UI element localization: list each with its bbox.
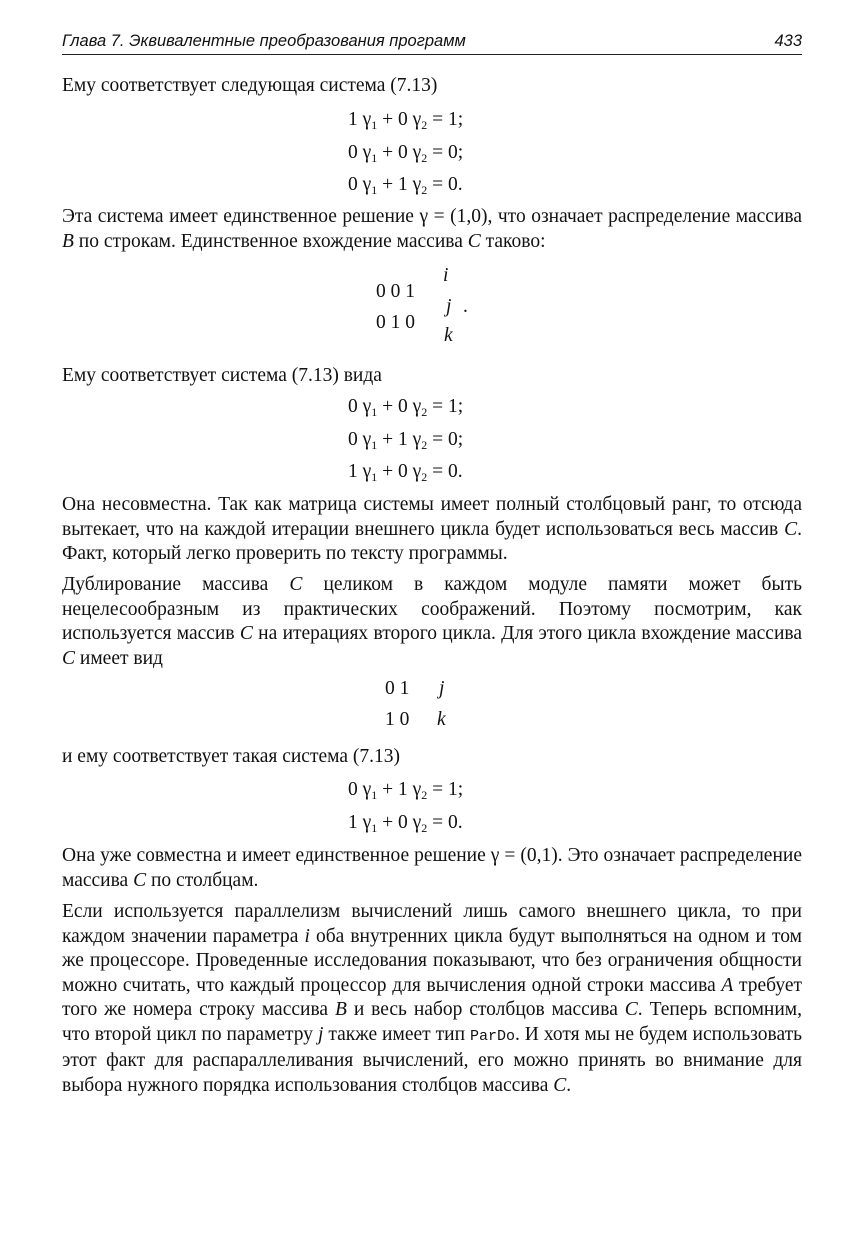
paragraph-4 — [62, 493, 802, 567]
gamma-symbol: γ — [412, 779, 422, 800]
equals-sign: = — [432, 142, 444, 163]
right-hand-side: 1; — [448, 109, 464, 130]
equals-sign: = — [432, 429, 444, 450]
plus-sign: + — [382, 142, 394, 163]
array-name: C — [553, 1074, 567, 1096]
equals-sign: = — [432, 812, 444, 833]
text-span: Она уже совместна и имеет единственное решение γ = (0,1). Это означает распределение массива — [62, 845, 802, 891]
coefficient: 0 — [348, 429, 358, 450]
subscript: 2 — [421, 821, 428, 835]
code-keyword: ParDo — [469, 1027, 515, 1045]
paragraph-5 — [62, 573, 802, 671]
subscript: 2 — [421, 788, 428, 802]
parameter-name: j — [317, 1023, 324, 1045]
equation-row — [348, 142, 463, 164]
equals-sign: = — [432, 779, 444, 800]
text-span: по столбцам. — [146, 869, 259, 891]
matrix-row: 0 0 1 — [376, 281, 415, 302]
right-hand-side: 0; — [448, 142, 464, 163]
index-variable: k — [444, 325, 453, 346]
coefficient: 0 — [398, 142, 408, 163]
paragraph-1: Ему соответствует следующая система (7.13) — [62, 75, 438, 96]
plus-sign: + — [382, 779, 394, 800]
right-hand-side: 0; — [448, 429, 464, 450]
gamma-symbol: γ — [412, 429, 422, 450]
text-span: по строкам. Единственное вхождение массива — [73, 230, 468, 252]
matrix-row: 0 1 0 — [376, 312, 415, 333]
index-variable: k — [437, 709, 446, 730]
coefficient: 0 — [348, 174, 358, 195]
equals-sign: = — [432, 396, 444, 417]
equation-row — [348, 429, 463, 451]
coefficient: 0 — [398, 812, 408, 833]
text-span: Эта система имеет единственное решение γ = (1,0), что означает распределение массива — [62, 206, 802, 227]
gamma-symbol: γ — [362, 142, 372, 163]
plus-sign: + — [382, 461, 394, 482]
text-span: целиком в каждом модуле памяти может быть нецелесообразным из практических соображений. Поэтому посмотрим, как используется массив — [62, 574, 802, 644]
array-name: C — [467, 230, 481, 252]
gamma-symbol: γ — [362, 461, 372, 482]
plus-sign: + — [382, 109, 394, 130]
gamma-symbol: γ — [412, 396, 422, 417]
subscript: 2 — [421, 405, 428, 419]
paragraph-7 — [62, 844, 802, 893]
paragraph-8 — [62, 900, 802, 1098]
right-hand-side: 1; — [448, 396, 464, 417]
plus-sign: + — [382, 429, 394, 450]
array-name: C — [133, 869, 147, 891]
subscript: 1 — [371, 151, 378, 165]
text-span: . Факт, который легко проверить по тексту программы. — [62, 518, 802, 564]
array-name: B — [62, 230, 74, 252]
array-name: C — [289, 574, 303, 595]
subscript: 2 — [421, 118, 428, 132]
gamma-symbol: γ — [412, 142, 422, 163]
chapter-title: Глава 7. Эквивалентные преобразования программ — [62, 32, 466, 50]
subscript: 2 — [421, 438, 428, 452]
array-name: A — [721, 974, 734, 996]
equation-row — [348, 461, 463, 483]
gamma-symbol: γ — [362, 174, 372, 195]
text-span: . И хотя мы не будем использовать этот факт для распараллеливания вычислений, его можно принять во внимание для выбора нужного порядка использования столбцов массива — [62, 1023, 803, 1096]
coefficient: 1 — [398, 174, 408, 195]
gamma-symbol: γ — [362, 109, 372, 130]
coefficient: 0 — [348, 779, 358, 800]
matrix-row: 1 0 — [385, 709, 410, 730]
text-span: имеет вид — [75, 647, 163, 669]
coefficient: 0 — [398, 396, 408, 417]
paragraph-3: Ему соответствует система (7.13) вида — [62, 365, 382, 386]
coefficient: 0 — [398, 461, 408, 482]
equals-sign: = — [432, 461, 444, 482]
text-span: оба внутренних цикла будут выполняться на одном и том же процессоре. Проведенные исследования показывают, что без ограничения общности можно считать, что каждый процессор для вычисления одной строки массива — [62, 925, 802, 996]
equals-sign: = — [432, 174, 444, 195]
right-hand-side: 0. — [448, 812, 463, 833]
text-span: Она несовместна. Так как матрица системы имеет полный столбцовый ранг, то отсюда вытекает, что на каждой итерации внешнего цикла будет использоваться весь массив — [62, 494, 802, 540]
plus-sign: + — [382, 812, 394, 833]
coefficient: 0 — [348, 142, 358, 163]
subscript: 2 — [421, 470, 428, 484]
paragraph-6: и ему соответствует такая система (7.13) — [62, 746, 400, 767]
coefficient: 0 — [348, 396, 358, 417]
subscript: 1 — [371, 788, 378, 802]
right-hand-side: 1; — [448, 779, 464, 800]
text-span: требует того же номера строку массива — [62, 974, 802, 1020]
subscript: 1 — [371, 821, 378, 835]
equation-row — [348, 174, 463, 196]
array-name: C — [239, 623, 253, 644]
text-span: Дублирование массива — [62, 574, 290, 595]
subscript: 1 — [371, 183, 378, 197]
array-name: B — [334, 999, 347, 1020]
text-span: также имеет тип — [323, 1023, 470, 1045]
subscript: 1 — [371, 118, 378, 132]
array-name: C — [62, 647, 76, 669]
plus-sign: + — [382, 396, 394, 417]
subscript: 2 — [421, 151, 428, 165]
index-variable: i — [443, 265, 449, 286]
paragraph-2 — [62, 205, 802, 254]
array-name: C — [784, 518, 798, 540]
right-hand-side: 0. — [448, 174, 463, 195]
page-header — [62, 30, 802, 55]
equation-row — [348, 109, 463, 131]
coefficient: 1 — [348, 109, 358, 130]
matrix-row: 0 1 — [385, 678, 410, 699]
coefficient: 1 — [398, 779, 408, 800]
text-span: . Теперь вспомним, что второй цикл по параметру — [62, 999, 803, 1045]
coefficient: 1 — [348, 461, 358, 482]
coefficient: 0 — [398, 109, 408, 130]
right-hand-side: 0. — [448, 461, 463, 482]
gamma-symbol: γ — [362, 429, 372, 450]
gamma-symbol: γ — [362, 779, 372, 800]
array-name: C — [624, 999, 638, 1020]
period: . — [463, 296, 468, 317]
gamma-symbol: γ — [362, 396, 372, 417]
text-span: и весь набор столбцов массива — [346, 999, 625, 1020]
subscript: 2 — [421, 183, 428, 197]
parameter-name: i — [304, 925, 310, 947]
gamma-symbol: γ — [412, 174, 422, 195]
text-span: таково: — [480, 230, 546, 252]
gamma-symbol: γ — [412, 812, 422, 833]
plus-sign: + — [382, 174, 394, 195]
subscript: 1 — [371, 470, 378, 484]
coefficient: 1 — [348, 812, 358, 833]
gamma-symbol: γ — [412, 461, 422, 482]
subscript: 1 — [371, 405, 378, 419]
equation-row — [348, 812, 463, 834]
subscript: 1 — [371, 438, 378, 452]
text-span: Если используется параллелизм вычислений лишь самого внешнего цикла, то при каждом значении параметра — [62, 901, 802, 947]
page-number: 433 — [774, 32, 802, 50]
index-variable: j — [439, 678, 445, 699]
text-span: . — [566, 1074, 572, 1096]
equals-sign: = — [432, 109, 444, 130]
text-span: на итерациях второго цикла. Для этого цикла вхождение массива — [252, 623, 802, 644]
index-variable: j — [446, 296, 452, 317]
gamma-symbol: γ — [362, 812, 372, 833]
equation-row — [348, 779, 463, 801]
coefficient: 1 — [398, 429, 408, 450]
equation-row — [348, 396, 463, 418]
gamma-symbol: γ — [412, 109, 422, 130]
